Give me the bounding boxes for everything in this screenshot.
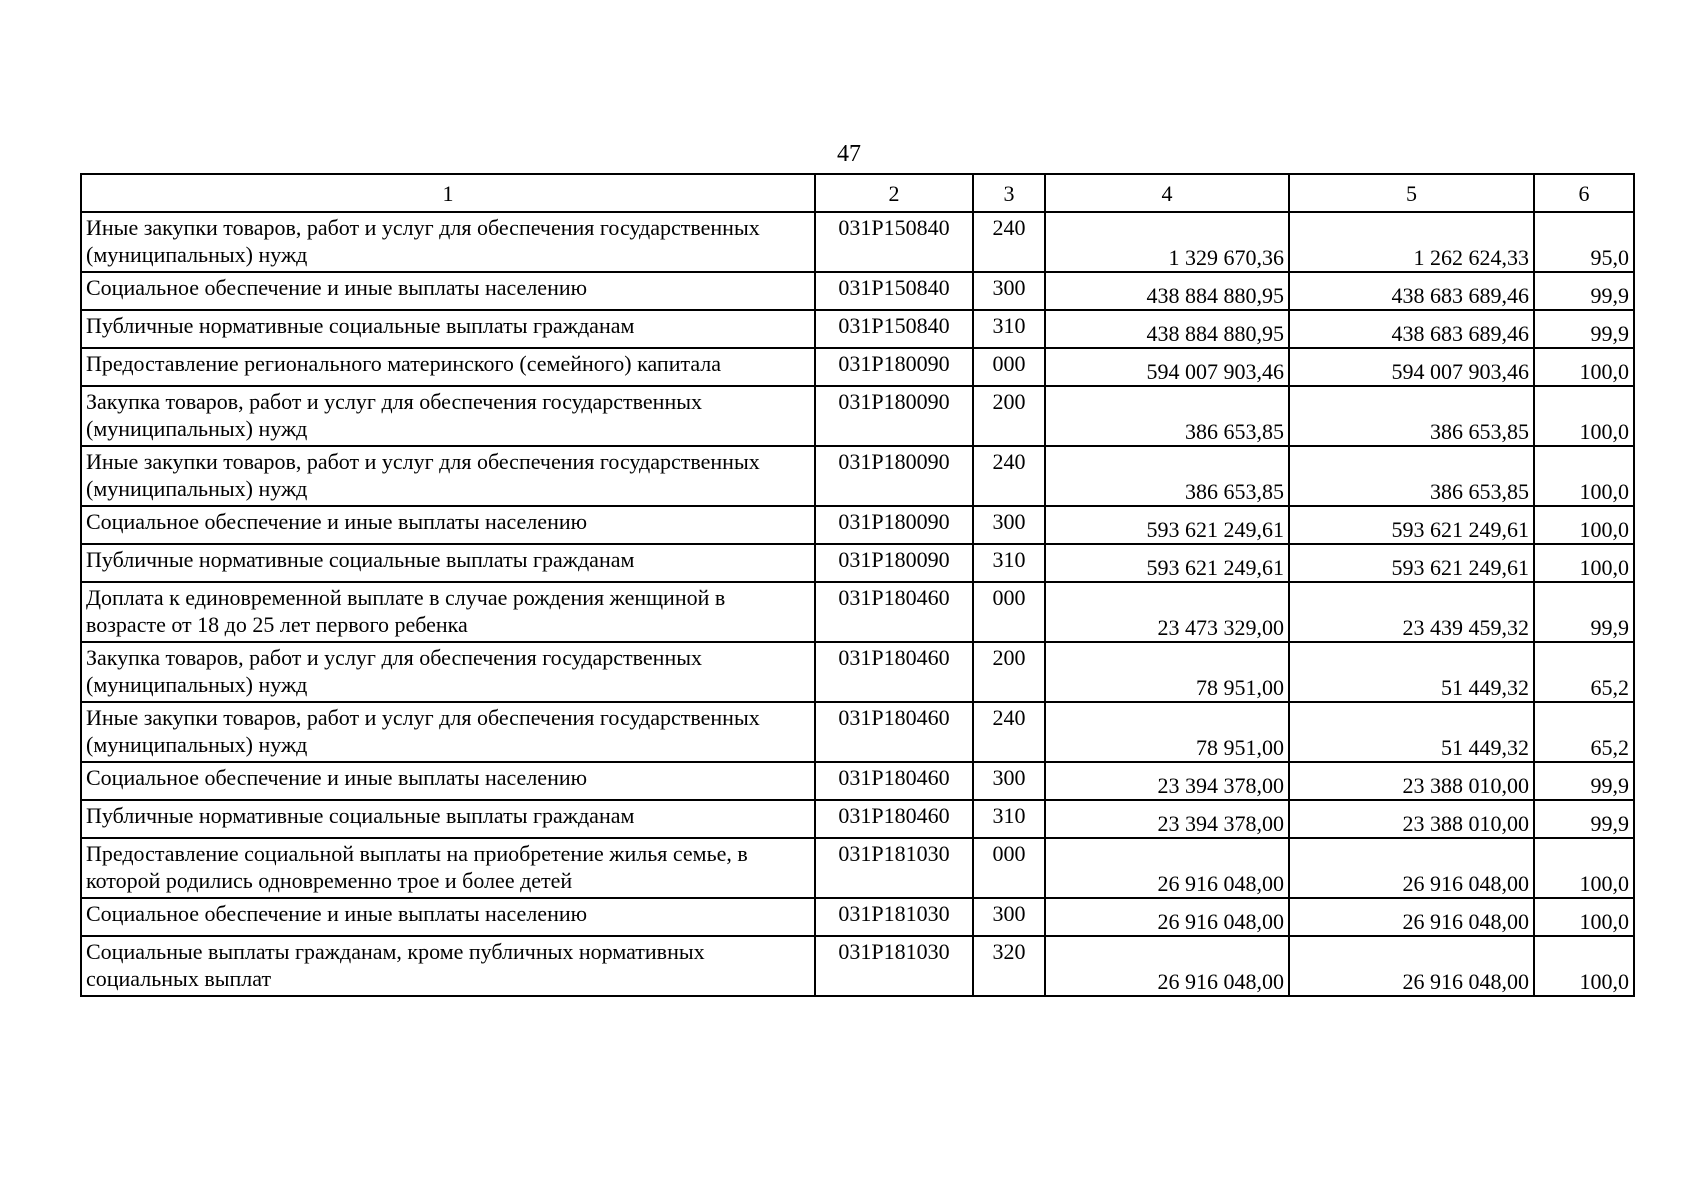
row-code: 031P180460 — [815, 582, 973, 642]
row-fact: 593 621 249,61 — [1289, 506, 1534, 544]
row-plan: 438 884 880,95 — [1045, 310, 1289, 348]
table-row — [81, 838, 1634, 898]
row-name: Социальное обеспечение и иные выплаты населению — [81, 272, 815, 310]
row-code: 031P181030 — [815, 898, 973, 936]
header-col-6: 6 — [1534, 174, 1634, 212]
row-expense-type: 200 — [973, 642, 1045, 702]
row-expense-type: 300 — [973, 272, 1045, 310]
row-fact: 438 683 689,46 — [1289, 272, 1534, 310]
row-name: Публичные нормативные социальные выплаты гражданам — [81, 544, 815, 582]
table-row — [81, 582, 1634, 642]
row-percent: 65,2 — [1534, 642, 1634, 702]
table-row — [81, 310, 1634, 348]
table-row — [81, 446, 1634, 506]
row-percent: 65,2 — [1534, 702, 1634, 762]
row-percent: 100,0 — [1534, 446, 1634, 506]
row-fact: 51 449,32 — [1289, 702, 1534, 762]
row-code: 031P180090 — [815, 544, 973, 582]
row-expense-type: 000 — [973, 838, 1045, 898]
row-fact: 1 262 624,33 — [1289, 212, 1534, 272]
row-name: Иные закупки товаров, работ и услуг для обеспечения государственных (муниципальных) нужд — [81, 702, 815, 762]
table-row — [81, 272, 1634, 310]
row-code: 031P180090 — [815, 348, 973, 386]
row-plan: 594 007 903,46 — [1045, 348, 1289, 386]
row-fact: 438 683 689,46 — [1289, 310, 1534, 348]
row-code: 031P150840 — [815, 272, 973, 310]
row-plan: 1 329 670,36 — [1045, 212, 1289, 272]
row-name: Публичные нормативные социальные выплаты гражданам — [81, 800, 815, 838]
row-expense-type: 310 — [973, 544, 1045, 582]
row-name: Закупка товаров, работ и услуг для обеспечения государственных (муниципальных) нужд — [81, 386, 815, 446]
row-percent: 100,0 — [1534, 386, 1634, 446]
row-percent: 100,0 — [1534, 898, 1634, 936]
row-expense-type: 300 — [973, 898, 1045, 936]
header-col-5: 5 — [1289, 174, 1534, 212]
row-fact: 23 388 010,00 — [1289, 762, 1534, 800]
row-code: 031P180090 — [815, 446, 973, 506]
row-fact: 51 449,32 — [1289, 642, 1534, 702]
row-plan: 386 653,85 — [1045, 386, 1289, 446]
table-row — [81, 544, 1634, 582]
row-fact: 593 621 249,61 — [1289, 544, 1534, 582]
table-row — [81, 702, 1634, 762]
row-expense-type: 000 — [973, 582, 1045, 642]
row-plan: 78 951,00 — [1045, 702, 1289, 762]
table-row — [81, 386, 1634, 446]
row-expense-type: 240 — [973, 446, 1045, 506]
row-expense-type: 240 — [973, 212, 1045, 272]
row-plan: 23 394 378,00 — [1045, 800, 1289, 838]
table-row — [81, 936, 1634, 996]
row-name: Иные закупки товаров, работ и услуг для обеспечения государственных (муниципальных) нужд — [81, 212, 815, 272]
row-percent: 100,0 — [1534, 544, 1634, 582]
row-percent: 100,0 — [1534, 506, 1634, 544]
row-fact: 23 439 459,32 — [1289, 582, 1534, 642]
row-name: Закупка товаров, работ и услуг для обеспечения государственных (муниципальных) нужд — [81, 642, 815, 702]
row-percent: 99,9 — [1534, 762, 1634, 800]
row-expense-type: 240 — [973, 702, 1045, 762]
row-fact: 594 007 903,46 — [1289, 348, 1534, 386]
row-plan: 23 394 378,00 — [1045, 762, 1289, 800]
row-percent: 99,9 — [1534, 310, 1634, 348]
row-percent: 95,0 — [1534, 212, 1634, 272]
row-percent: 99,9 — [1534, 800, 1634, 838]
row-plan: 26 916 048,00 — [1045, 936, 1289, 996]
row-plan: 26 916 048,00 — [1045, 838, 1289, 898]
table-row — [81, 212, 1634, 272]
row-name: Предоставление социальной выплаты на приобретение жилья семье, в которой родились одновременно трое и более детей — [81, 838, 815, 898]
row-percent: 100,0 — [1534, 838, 1634, 898]
row-plan: 26 916 048,00 — [1045, 898, 1289, 936]
table-row — [81, 642, 1634, 702]
row-name: Публичные нормативные социальные выплаты гражданам — [81, 310, 815, 348]
row-name: Иные закупки товаров, работ и услуг для обеспечения государственных (муниципальных) нужд — [81, 446, 815, 506]
budget-table — [80, 173, 1635, 997]
row-plan: 593 621 249,61 — [1045, 544, 1289, 582]
row-expense-type: 300 — [973, 762, 1045, 800]
row-name: Доплата к единовременной выплате в случае рождения женщиной в возрасте от 18 до 25 лет первого ребенка — [81, 582, 815, 642]
row-expense-type: 300 — [973, 506, 1045, 544]
row-code: 031P150840 — [815, 212, 973, 272]
row-expense-type: 200 — [973, 386, 1045, 446]
row-plan: 23 473 329,00 — [1045, 582, 1289, 642]
row-name: Социальное обеспечение и иные выплаты населению — [81, 762, 815, 800]
row-percent: 99,9 — [1534, 272, 1634, 310]
row-fact: 386 653,85 — [1289, 386, 1534, 446]
table-row — [81, 506, 1634, 544]
row-fact: 26 916 048,00 — [1289, 898, 1534, 936]
row-fact: 23 388 010,00 — [1289, 800, 1534, 838]
row-fact: 26 916 048,00 — [1289, 936, 1534, 996]
row-expense-type: 310 — [973, 800, 1045, 838]
row-fact: 26 916 048,00 — [1289, 838, 1534, 898]
page-number: 47 — [837, 141, 861, 167]
row-code: 031P180460 — [815, 702, 973, 762]
table-row — [81, 348, 1634, 386]
row-code: 031P180460 — [815, 762, 973, 800]
table-row — [81, 762, 1634, 800]
row-expense-type: 310 — [973, 310, 1045, 348]
row-code: 031P181030 — [815, 936, 973, 996]
row-code: 031P181030 — [815, 838, 973, 898]
row-percent: 100,0 — [1534, 348, 1634, 386]
header-col-1: 1 — [81, 174, 815, 212]
header-row — [81, 174, 1634, 212]
row-name: Социальное обеспечение и иные выплаты населению — [81, 898, 815, 936]
table-row — [81, 800, 1634, 838]
header-col-3: 3 — [973, 174, 1045, 212]
row-code: 031P180460 — [815, 800, 973, 838]
row-plan: 78 951,00 — [1045, 642, 1289, 702]
row-code: 031P150840 — [815, 310, 973, 348]
row-percent: 100,0 — [1534, 936, 1634, 996]
row-code: 031P180090 — [815, 386, 973, 446]
table-row — [81, 898, 1634, 936]
row-fact: 386 653,85 — [1289, 446, 1534, 506]
row-plan: 438 884 880,95 — [1045, 272, 1289, 310]
header-col-4: 4 — [1045, 174, 1289, 212]
row-code: 031P180460 — [815, 642, 973, 702]
row-plan: 593 621 249,61 — [1045, 506, 1289, 544]
row-expense-type: 000 — [973, 348, 1045, 386]
row-name: Предоставление регионального материнского (семейного) капитала — [81, 348, 815, 386]
header-col-2: 2 — [815, 174, 973, 212]
row-code: 031P180090 — [815, 506, 973, 544]
row-name: Социальное обеспечение и иные выплаты населению — [81, 506, 815, 544]
row-percent: 99,9 — [1534, 582, 1634, 642]
row-expense-type: 320 — [973, 936, 1045, 996]
row-name: Социальные выплаты гражданам, кроме публичных нормативных социальных выплат — [81, 936, 815, 996]
row-plan: 386 653,85 — [1045, 446, 1289, 506]
